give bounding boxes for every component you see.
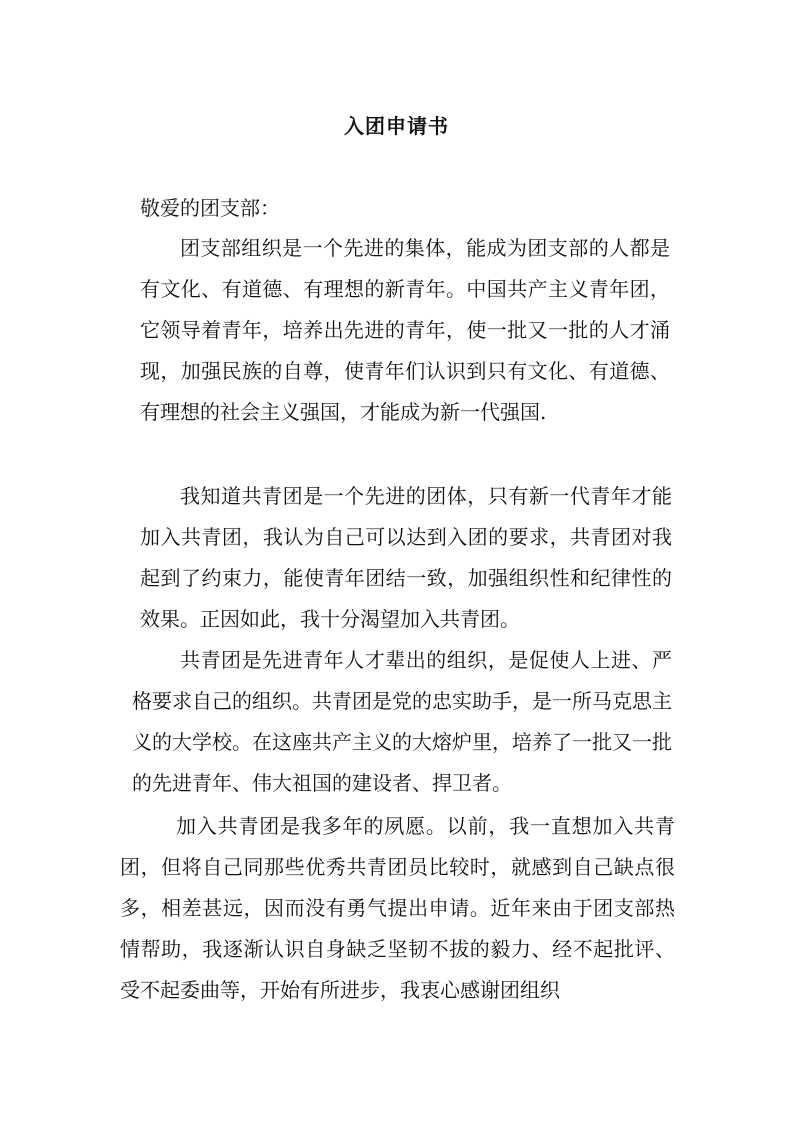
salutation: 敬爱的团支部：	[140, 196, 280, 220]
document-title: 入团申请书	[344, 114, 449, 138]
paragraph-1: 团支部组织是一个先进的集体，能成为团支部的人都是有文化、有道德、有理想的新青年。中国共产主义青年团，它领导着青年，培养出先进的青年，使一批又一批的人才涌现，加强民族的自尊，使青年们认识到只有文化、有道德、有理想的社会主义强国，才能成为新一代强国.	[140, 236, 670, 424]
paragraph-2: 我知道共青团是一个先进的团体，只有新一代青年才能加入共青团，我认为自己可以达到入团的要求，共青团对我起到了约束力，能使青年团结一致，加强组织性和纪律性的效果。正因如此，我十分渴望加入共青团。	[140, 484, 672, 631]
paragraph-4: 加入共青团是我多年的夙愿。以前，我一直想加入共青团，但将自己同那些优秀共青团员比较时，就感到自己缺点很多，相差甚远，因而没有勇气提出申请。近年来由于团支部热情帮助，我逐渐认识自身缺乏坚韧不拔的毅力、经不起批评、受不起委曲等，开始有所进步，我衷心感谢团组织	[120, 814, 675, 1002]
paragraph-3: 共青团是先进青年人才辈出的组织，是促使人上进、严格要求自己的组织。共青团是党的忠实助手，是一所马克思主义的大学校。在这座共产主义的大熔炉里，培养了一批又一批的先进青年、伟大祖国的建设者、捍卫者。	[132, 648, 672, 795]
